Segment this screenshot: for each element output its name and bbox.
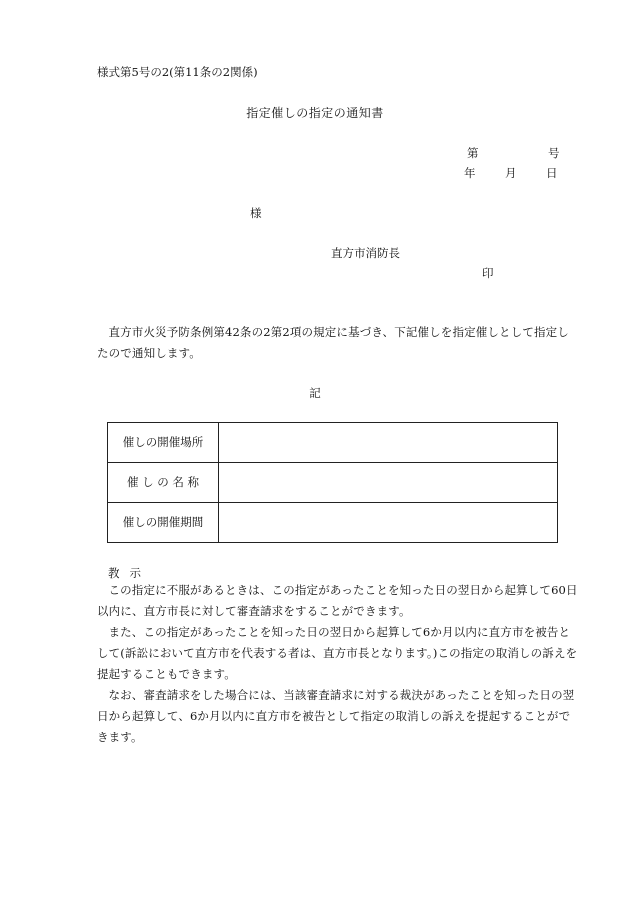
table-row <box>108 463 558 503</box>
event-period-label: 催しの開催期間 <box>108 503 219 543</box>
venue-label: 催しの開催場所 <box>108 423 219 463</box>
event-details-table <box>107 422 558 543</box>
document-title: 指定催しの指定の通知書 <box>246 106 384 120</box>
date-year-label: 年 <box>464 166 476 180</box>
table-row <box>108 503 558 543</box>
notice-paragraph: また、この指定があったことを知った日の翌日から起算して6か月以内に直方市を被告として(訴訟において直方市を代表する者は、直方市長となります。)この指定の取消しの訴えを提起することもできます。 <box>97 625 578 681</box>
intro-paragraph: 直方市火災予防条例第42条の2第2項の規定に基づき、下記催しを指定催しとして指定したので通知します。 <box>97 325 569 360</box>
notice-paragraphs <box>97 580 579 748</box>
table-row <box>108 423 558 463</box>
issuer-title: 直方市消防長 <box>331 246 400 260</box>
notice-paragraph: この指定に不服があるときは、この指定があったことを知った日の翌日から起算して60日以内に、直方市長に対して審査請求をすることができます。 <box>97 583 578 618</box>
date-month-label: 月 <box>505 166 517 180</box>
addressee-honorific: 様 <box>250 206 262 220</box>
event-name-value <box>219 463 558 503</box>
notice-heading: 教示 <box>108 566 151 580</box>
date-day-label: 日 <box>546 166 558 180</box>
event-name-label: 催 し の 名 称 <box>108 463 219 503</box>
form-number: 様式第5号の2(第11条の2関係) <box>97 65 258 79</box>
reference-number-suffix: 号 <box>548 146 560 160</box>
reference-number-prefix: 第 <box>467 146 479 160</box>
event-period-value <box>219 503 558 543</box>
ki-heading: 記 <box>309 386 321 400</box>
seal-mark: 印 <box>482 266 494 280</box>
venue-value <box>219 423 558 463</box>
notice-paragraph: なお、審査請求をした場合には、当該審査請求に対する裁決があったことを知った日の翌日から起算して、6か月以内に直方市を被告として指定の取消しの訴えを提起することができます。 <box>97 688 575 744</box>
